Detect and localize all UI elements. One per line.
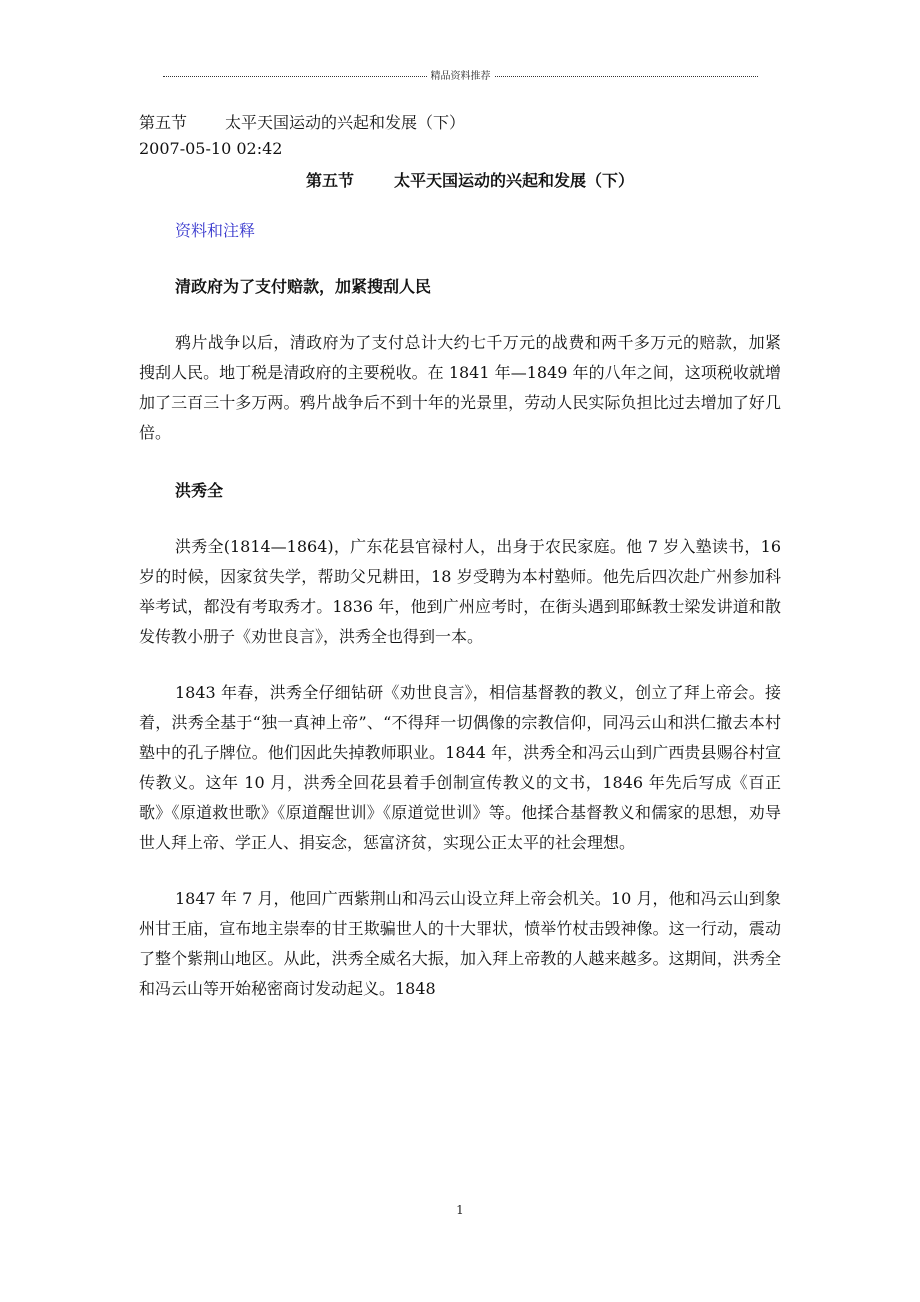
- top-title-text: 太平天国运动的兴起和发展（下）: [225, 113, 466, 132]
- paragraph-god-worship-society: 1843 年春，洪秀全仔细钻研《劝世良言》，相信基督教的教义，创立了拜上帝会。接着，洪秀全基于“独一真神上帝”、“不得拜一切偶像的宗教信仰，同冯云山和洪仁撤去本村塾中的孔子牌位。他们因此失掉教师职业。1844 年，洪秀全和冯云山到广西贵县赐谷村宣传教义。这年 10 月，洪秀全回花县着手创制宣传教义的文书，1846 年先后写成《百正歌》《原道救世歌》《原道醒世训》《原道觉世训》等。他揉合基督教义和儒家的思想，劝导世人拜上帝、学正人、捐妄念，惩富济贫，实现公正太平的社会理想。: [139, 683, 781, 852]
- top-title-section: 第五节: [139, 113, 188, 132]
- header-dotted-line-left: [163, 69, 427, 77]
- paragraph-biography: 洪秀全(1814—1864)，广东花县官禄村人，出身于农民家庭。他 7 岁入塾读书，16 岁的时候，因家贫失学，帮助父兄耕田，18 岁受聘为本村塾师。他先后四次赴广州参加科举考试，都没有考取秀才。1836 年，他到广州应考时，在街头遇到耶稣教士梁发讲道和散发传教小册子《劝世良言》，洪秀全也得到一本。: [139, 537, 781, 646]
- document-body: [139, 110, 781, 1004]
- center-title: [139, 168, 781, 194]
- top-title: [139, 110, 781, 136]
- paragraph-tax: 鸦片战争以后，清政府为了支付总计大约七千万元的战费和两千多万元的赔款，加紧搜刮人民。地丁税是清政府的主要税收。在 1841 年—1849 年的八年之间，这项税收就增加了三百三十多万两。鸦片战争后不到十年的光景里，劳动人民实际负担比过去增加了好几倍。: [139, 333, 781, 442]
- page-header: [163, 66, 758, 82]
- center-title-section: 第五节: [305, 171, 354, 190]
- section-heading-hong-xiuquan: 洪秀全: [175, 481, 224, 500]
- header-label: 精品资料推荐: [430, 70, 491, 82]
- paragraph-zijing-mountain: 1847 年 7 月，他回广西紫荆山和冯云山设立拜上帝会机关。10 月，他和冯云山到象州甘王庙，宣布地主崇奉的甘王欺骗世人的十大罪状，愤举竹杖击毁神像。这一行动，震动了整个紫荆山地区。从此，洪秀全威名大振，加入拜上帝教的人越来越多。这期间，洪秀全和冯云山等开始秘密商讨发动起义。1848: [139, 889, 781, 998]
- center-title-text: 太平天国运动的兴起和发展（下）: [394, 171, 635, 190]
- header-dotted-line-right: [495, 69, 759, 77]
- page-number: 1: [456, 1203, 464, 1217]
- post-date: 2007-05-10 02:42: [139, 139, 283, 158]
- resources-link[interactable]: 资料和注释: [175, 221, 256, 240]
- section-heading-tax: 清政府为了支付赔款，加紧搜刮人民: [175, 277, 432, 296]
